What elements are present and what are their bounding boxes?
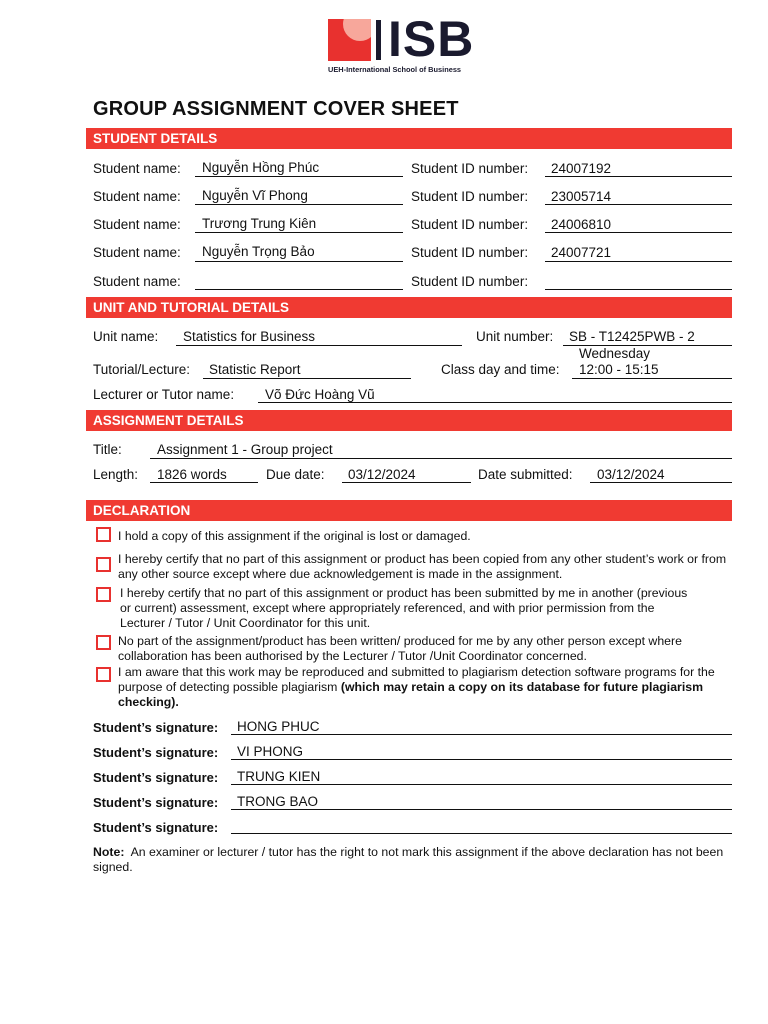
student-id-label: Student ID number: [411,274,529,289]
student-name-value-2: Nguyễn Vĩ Phong [202,188,308,203]
student-id-value-1: 24007192 [551,161,612,176]
date-submitted-value: 03/12/2024 [597,467,665,482]
student-id-field-5[interactable] [545,289,732,290]
class-day-time-field[interactable] [572,378,732,379]
lecturer-value: Võ Đức Hoàng Vũ [265,387,375,402]
student-id-label: Student ID number: [411,189,529,204]
declaration-checkbox-2[interactable] [96,557,111,572]
section-header-declaration: DECLARATION [86,500,732,521]
student-name-value-1: Nguyễn Hồng Phúc [202,160,320,175]
logo-subtitle: UEH-International School of Business [328,65,462,74]
section-header-unit-details: UNIT AND TUTORIAL DETAILS [86,297,732,318]
page-title: GROUP ASSIGNMENT COVER SHEET [93,98,459,120]
footer-note [93,845,733,875]
signature-value-3: TRUNG KIEN [237,769,321,784]
note-label: Note: [93,845,125,859]
student-id-label: Student ID number: [411,217,529,232]
length-field[interactable] [150,482,258,483]
due-date-field[interactable] [342,482,471,483]
tutorial-field[interactable] [203,378,411,379]
assignment-title-field[interactable] [150,458,732,459]
unit-number-value: SB - T12425PWB - 2 [569,329,695,344]
student-id-field-2[interactable] [545,204,732,205]
logo-text: ISB [388,11,475,67]
signature-field-2[interactable] [231,759,732,760]
unit-name-value: Statistics for Business [183,329,316,344]
unit-number-label: Unit number: [476,329,554,344]
signature-label: Student’s signature: [93,745,219,760]
signature-label: Student’s signature: [93,720,219,735]
class-time-value: 12:00 - 15:15 [579,362,659,377]
due-date-label: Due date: [266,467,325,482]
lecturer-label: Lecturer or Tutor name: [93,387,235,402]
signature-value-2: VI PHONG [237,744,304,759]
declaration-text-1: I hold a copy of this assignment if the original is lost or damaged. [118,529,471,543]
declaration-checkbox-5[interactable] [96,667,111,682]
declaration-checkbox-1[interactable] [96,527,111,542]
student-name-field-5[interactable] [195,289,403,290]
student-name-label: Student name: [93,161,181,176]
signature-field-4[interactable] [231,809,732,810]
class-day-value: Wednesday [579,346,651,361]
declaration-checkbox-3[interactable] [96,587,111,602]
length-value: 1826 words [157,467,227,482]
signature-label: Student’s signature: [93,795,219,810]
signature-value-1: HONG PHUC [237,719,320,734]
signature-field-5[interactable] [231,833,732,834]
signature-label: Student’s signature: [93,820,219,835]
declaration-text-5-bold: (which may retain a copy on its database for future plagiarism checking). [118,680,704,709]
student-name-label: Student name: [93,189,181,204]
isb-logo [328,11,478,77]
assignment-title-value: Assignment 1 - Group project [157,442,333,457]
assignment-title-label: Title: [93,442,122,457]
student-id-label: Student ID number: [411,245,529,260]
signature-value-4: TRONG BAO [237,794,319,809]
declaration-text-2: I hereby certify that no part of this assignment or product has been copied from any other student’s work or from any other source except where due acknowledgement is made in the assignment. [118,552,727,581]
length-label: Length: [93,467,139,482]
student-name-label: Student name: [93,217,181,232]
declaration-checkbox-4[interactable] [96,635,111,650]
student-id-field-1[interactable] [545,176,732,177]
student-name-field-1[interactable] [195,176,403,177]
unit-name-label: Unit name: [93,329,159,344]
declaration-text-5 [118,665,733,710]
student-name-value-4: Nguyễn Trọng Bảo [202,244,315,259]
tutorial-label: Tutorial/Lecture: [93,362,191,377]
student-name-field-2[interactable] [195,204,403,205]
unit-name-field[interactable] [176,345,462,346]
student-id-value-3: 24006810 [551,217,612,232]
student-name-value-3: Trương Trung Kiên [202,216,317,231]
lecturer-field[interactable] [258,402,732,403]
student-name-field-4[interactable] [195,261,403,262]
student-id-field-4[interactable] [545,261,732,262]
signature-label: Student’s signature: [93,770,219,785]
logo-mark-icon [328,19,371,61]
class-day-time-label: Class day and time: [441,362,560,377]
student-id-value-4: 24007721 [551,245,612,260]
signature-field-1[interactable] [231,734,732,735]
section-header-student-details: STUDENT DETAILS [86,128,732,149]
declaration-text-3: I hereby certify that no part of this assignment or product has been submitted by me in another (previous or current) assessment, except where appropriately referenced, and with prior permission from the Lecturer / Tutor / Unit Coordinator for this unit. [120,586,688,630]
student-id-value-2: 23005714 [551,189,612,204]
declaration-text-5-plain: I am aware that this work may be reproduced and submitted to plagiarism detection software programs for the purpose of detecting possible plagiarism [118,665,715,694]
student-id-field-3[interactable] [545,232,732,233]
date-submitted-field[interactable] [590,482,732,483]
due-date-value: 03/12/2024 [348,467,416,482]
tutorial-value: Statistic Report [209,362,301,377]
section-header-assignment-details: ASSIGNMENT DETAILS [86,410,732,431]
student-name-label: Student name: [93,274,181,289]
student-name-label: Student name: [93,245,181,260]
student-name-field-3[interactable] [195,232,403,233]
note-text: An examiner or lecturer / tutor has the right to not mark this assignment if the above declaration has not been signed. [93,845,724,874]
declaration-text-4: No part of the assignment/product has been written/ produced for me by any other person except where collaboration has been authorised by the Lecturer / Tutor /Unit Coordinator concerned. [118,634,682,663]
date-submitted-label: Date submitted: [478,467,573,482]
student-id-label: Student ID number: [411,161,529,176]
signature-field-3[interactable] [231,784,732,785]
